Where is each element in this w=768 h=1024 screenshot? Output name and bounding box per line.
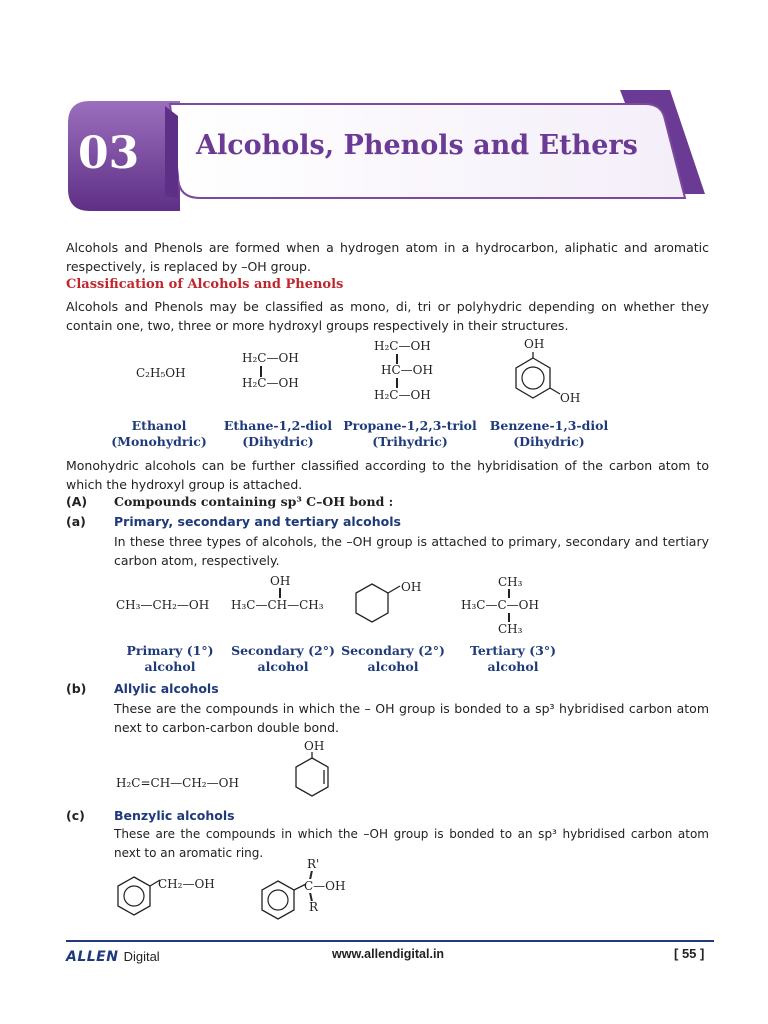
footer-brand bbox=[66, 946, 160, 965]
section-a-sub-marker: (a) bbox=[66, 514, 86, 529]
monohydric-paragraph: Monohydric alcohols can be further classified according to the hybridisation of the carbon atom to which the hydroxyl group is attached. bbox=[66, 458, 709, 492]
label-secondary-2: Secondary (2°) alcohol bbox=[341, 643, 445, 674]
propanetriol-line2: HC—OH bbox=[381, 363, 433, 377]
section-a-sub-title: Primary, secondary and tertiary alcohols bbox=[114, 514, 401, 529]
page-number: [ 55 ] bbox=[674, 946, 705, 961]
classification-heading: Classification of Alcohols and Phenols bbox=[66, 277, 344, 292]
substituted-benzyl-ring bbox=[256, 876, 308, 926]
tertiary-alcohol-ch3-top: CH₃ bbox=[498, 575, 523, 589]
propanetriol-line3: H₂C—OH bbox=[374, 388, 431, 402]
cyclohexene-ring bbox=[286, 752, 336, 804]
chapter-number: 03 bbox=[78, 128, 140, 179]
classification-text: Alcohols and Phenols may be classified as mono, di, tri or polyhydric depending on whether they contain one, two, three or more hydroxyl groups respectively in their structures. bbox=[66, 299, 709, 333]
section-c-marker: (c) bbox=[66, 808, 85, 823]
allen-logo: ALLEN bbox=[66, 949, 119, 965]
tertiary-alcohol-formula: H₃C—C—OH bbox=[461, 598, 539, 612]
section-b-title: Allylic alcohols bbox=[114, 681, 219, 696]
name-ethanol: Ethanol (Monohydric) bbox=[111, 418, 207, 449]
intro-paragraph: Alcohols and Phenols are formed when a hydrogen atom in a hydrocarbon, aliphatic and aromatic respectively, is replaced by –OH group. bbox=[66, 240, 709, 274]
ethanol-formula: C₂H₅OH bbox=[136, 366, 186, 380]
substituted-benzyl-r: R bbox=[309, 900, 319, 914]
benzyl-alcohol-formula: CH₂—OH bbox=[158, 877, 215, 891]
footer-divider bbox=[66, 940, 714, 942]
label-secondary-1: Secondary (2°) alcohol bbox=[231, 643, 335, 674]
cyclohexane-ring bbox=[352, 580, 404, 628]
bond-line bbox=[508, 613, 510, 622]
section-a-marker: (A) bbox=[66, 494, 88, 509]
name-benzenediol: Benzene-1,3-diol (Dihydric) bbox=[489, 418, 609, 449]
substituted-benzyl-c-oh: C—OH bbox=[304, 879, 346, 893]
bond-line bbox=[508, 589, 510, 598]
section-c-title: Benzylic alcohols bbox=[114, 808, 235, 823]
section-a-title: Compounds containing sp³ C–OH bond : bbox=[114, 494, 394, 509]
chapter-title: Alcohols, Phenols and Ethers bbox=[196, 130, 638, 161]
bond-line bbox=[279, 588, 281, 598]
name-ethanediol: Ethane-1,2-diol (Dihydric) bbox=[223, 418, 333, 449]
section-b-marker: (b) bbox=[66, 681, 87, 696]
label-primary: Primary (1°) alcohol bbox=[126, 643, 214, 674]
cyclohexanol-oh: OH bbox=[401, 580, 422, 594]
ethanediol-line1: H₂C—OH bbox=[242, 351, 299, 365]
secondary-alcohol-oh: OH bbox=[270, 574, 291, 588]
allyl-alcohol-formula: H₂C=CH—CH₂—OH bbox=[116, 776, 239, 790]
footer-url[interactable]: www.allendigital.in bbox=[332, 947, 445, 961]
substituted-benzyl-r-prime: R' bbox=[307, 857, 320, 871]
benzenediol-oh-bottom: OH bbox=[560, 391, 581, 405]
label-tertiary: Tertiary (3°) alcohol bbox=[469, 643, 556, 674]
section-c-text: These are the compounds in which the –OH group is bonded to an sp³ hybridised carbon atom next to an aromatic ring. bbox=[114, 827, 709, 860]
secondary-alcohol-formula: H₃C—CH—CH₃ bbox=[231, 598, 324, 612]
name-propanetriol: Propane-1,2,3-triol (Trihydric) bbox=[343, 418, 477, 449]
section-b-text: These are the compounds in which the – OH group is bonded to a sp³ hybridised carbon atom next to carbon-carbon double bond. bbox=[114, 701, 709, 735]
allen-logo-suffix: Digital bbox=[123, 949, 160, 964]
bond-line bbox=[309, 871, 312, 879]
section-a-sub-text: In these three types of alcohols, the –OH group is attached to primary, secondary and tertiary carbon atom, respectively. bbox=[114, 534, 709, 568]
tertiary-alcohol-ch3-bottom: CH₃ bbox=[498, 622, 523, 636]
ethanediol-line2: H₂C—OH bbox=[242, 376, 299, 390]
primary-alcohol-formula: CH₃—CH₂—OH bbox=[116, 598, 210, 612]
bond-line bbox=[396, 378, 398, 388]
cyclohexenol-oh: OH bbox=[304, 739, 325, 753]
benzyl-ring bbox=[112, 872, 164, 922]
benzenediol-oh-top: OH bbox=[524, 337, 545, 351]
propanetriol-line1: H₂C—OH bbox=[374, 339, 431, 353]
